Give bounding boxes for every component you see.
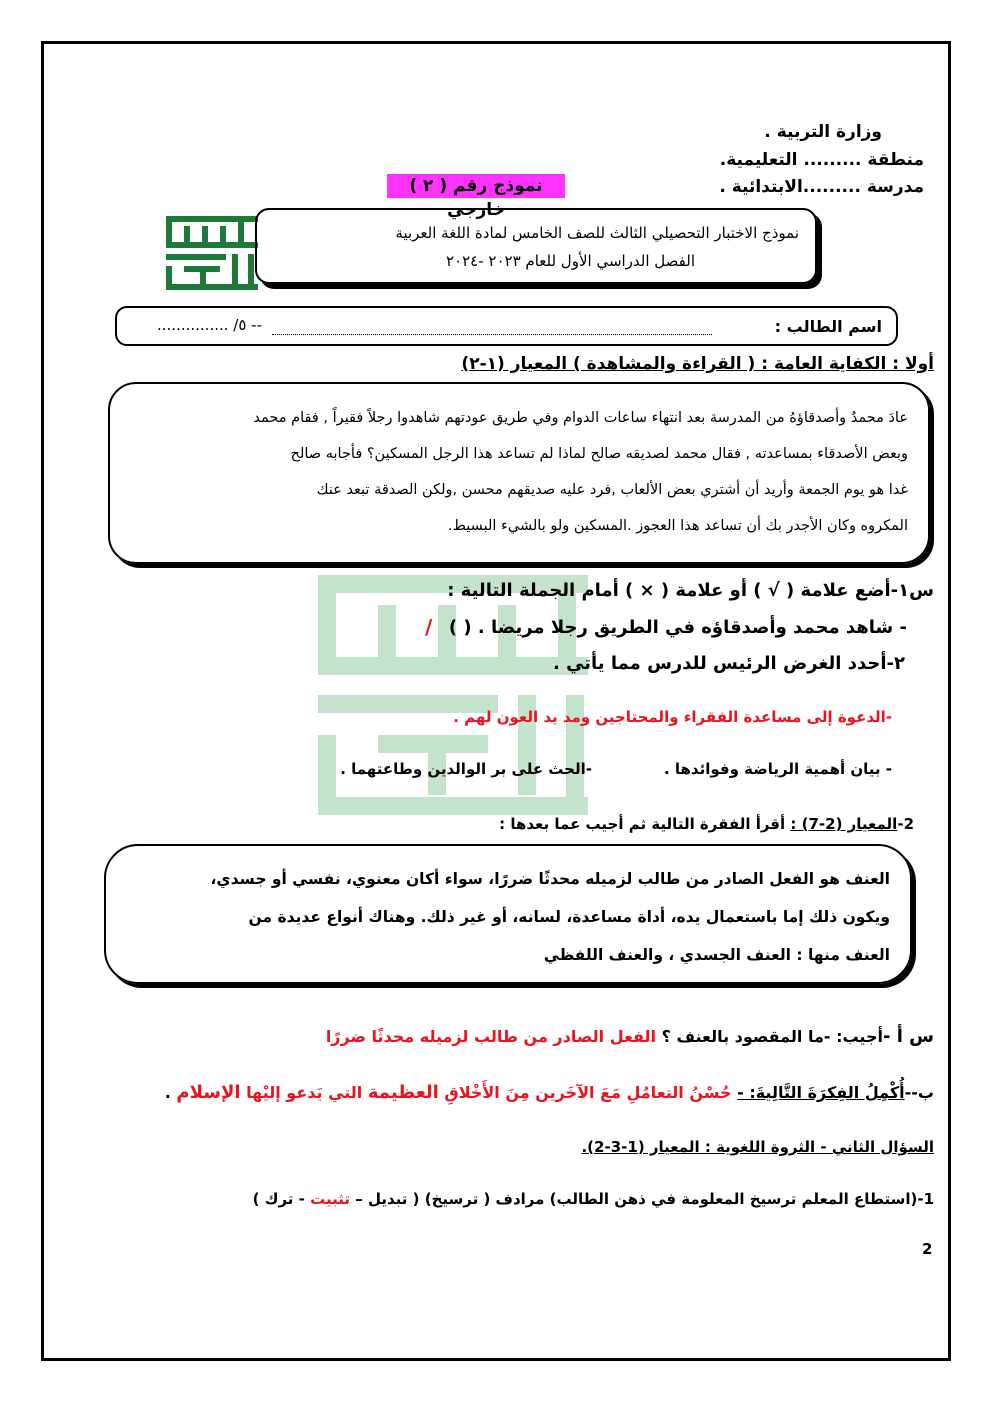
school-label: مدرسة .........الابتدائية . — [719, 177, 924, 197]
qa-answer: الفعل الصادر من طالب لزميله محدثًا ضررًا — [325, 1027, 657, 1046]
qa-label: س أ - — [882, 1026, 934, 1047]
section2-heading — [499, 815, 914, 833]
section2-standard: المعيار (2-7) : — [790, 815, 898, 833]
ministry-label: وزارة التربية . — [764, 122, 882, 142]
region-label: منطقة ......... التعليمية. — [719, 150, 924, 170]
vocab-rest: - ترك ) — [252, 1190, 305, 1208]
qb-label: ب-- — [904, 1083, 934, 1102]
section3-heading: السؤال الثاني - الثروة اللغوية : المعيار (1-3-2). — [581, 1138, 934, 1156]
q1-heading: س١-أضع علامة ( √ ) أو علامة ( × ) أمام الجملة التالية : — [447, 580, 934, 601]
section1-heading: أولا : الكفاية العامة : ( القراءة والمشاهدة ) المعيار (١-٢) — [461, 354, 934, 374]
student-name-field[interactable] — [272, 318, 712, 335]
q1-answer-mark: / — [425, 615, 433, 639]
qb-answer-end: الإسلام — [176, 1082, 241, 1103]
qb-answer-2: التي يَدعو إليْها — [240, 1083, 368, 1102]
score-field: -- ٥/ ............... — [157, 316, 262, 334]
passage2-line: العنف هو الفعل الصادر من طالب لزميله محدثًا ضررًا، سواء أكان معنوي، نفسي أو جسدي، — [210, 870, 890, 888]
qb-dot: . — [164, 1083, 177, 1102]
q2-option-b: -الحث على بر الوالدين وطاعتهما . — [340, 760, 592, 778]
watermark-logo — [318, 575, 588, 820]
exam-term: الفصل الدراسي الأول للعام ٢٠٢٣ -٢٠٢٤ — [445, 252, 695, 270]
exam-title: نموذج الاختبار التحصيلي الثالث للصف الخامس لمادة اللغة العربية — [395, 224, 799, 242]
passage1-line: عادَ محمدٌ وأصدقاؤهُ من المدرسة بعد انتهاء ساعات الدوام وفي طريق عودتهم شاهدوا رجلاً فقيراً , فقام محمد — [253, 410, 908, 426]
qb-answer-bold: العظيمة — [367, 1082, 439, 1103]
student-name-label: اسم الطالب : — [774, 317, 882, 336]
passage1-line: غدا هو يوم الجمعة وأريد أن أشتري بعض الألعاب ,فرد عليه صديقهم محسن ,ولكن الصدقة تبعد عنك — [316, 482, 908, 498]
qa-row — [326, 1026, 934, 1047]
passage1-line: المكروه وكان الأجدر بك أن تساعد هذا العجوز .المسكين ولو بالشيء البسيط. — [447, 518, 908, 534]
section2-instruction: أقرأ الفقرة التالية ثم أجيب عما بعدها : — [499, 815, 791, 833]
vocab-row — [253, 1190, 934, 1208]
q2-heading: ٢-أحدد الغرض الرئيس للدرس مما يأتي . — [552, 653, 905, 674]
qb-answer-1: حُسْنُ التعامُلِ مَعَ الآخَرين مِنَ الأَخْلاقِ — [438, 1083, 732, 1102]
q2-option-a: - بيان أهمية الرياضة وفوائدها . — [663, 760, 892, 778]
logo-icon — [164, 214, 260, 294]
model-badge: نموذج رقم ( ٢ ) خارجي — [387, 174, 565, 198]
passage2-line: العنف منها : العنف الجسدي ، والعنف اللفظي — [543, 946, 890, 964]
qb-prompt: أُكْمِلُ الفِكرَةَ التَّالِيةَ: - — [737, 1083, 905, 1102]
page-number: 2 — [922, 1240, 933, 1258]
q2-option-correct: -الدعوة إلى مساعدة الفقراء والمحتاجين ومد يد العون لهم . — [453, 708, 892, 726]
passage2-line: ويكون ذلك إما باستعمال يده، أداة مساعدة، لسانه، أو غير ذلك. وهناك أنواع عديدة من — [248, 908, 890, 926]
student-name-box — [115, 306, 898, 346]
qa-prompt: أجيب: -ما المقصود بالعنف ؟ — [661, 1027, 883, 1046]
reading-passage-1 — [108, 382, 930, 564]
section2-prefix: 2- — [897, 815, 914, 833]
vocab-answer: تثبيت — [310, 1190, 351, 1208]
exam-title-box — [255, 208, 817, 284]
reading-passage-2 — [104, 844, 912, 984]
q1-statement: - شاهد محمد وأصدقاؤه في الطريق رجلا مريضا . ( ) — [448, 617, 907, 638]
qb-row — [165, 1082, 934, 1103]
vocab-text: 1-(استطاع المعلم ترسيخ المعلومة في ذهن الطالب) مرادف ( ترسيخ) ( تبديل – — [355, 1190, 934, 1208]
passage1-line: وبعض الأصدقاء بمساعدته , فقال محمد لصديقه صالح لماذا لم تساعد هذا الرجل المسكين؟ فأجابه صالح — [290, 446, 908, 462]
